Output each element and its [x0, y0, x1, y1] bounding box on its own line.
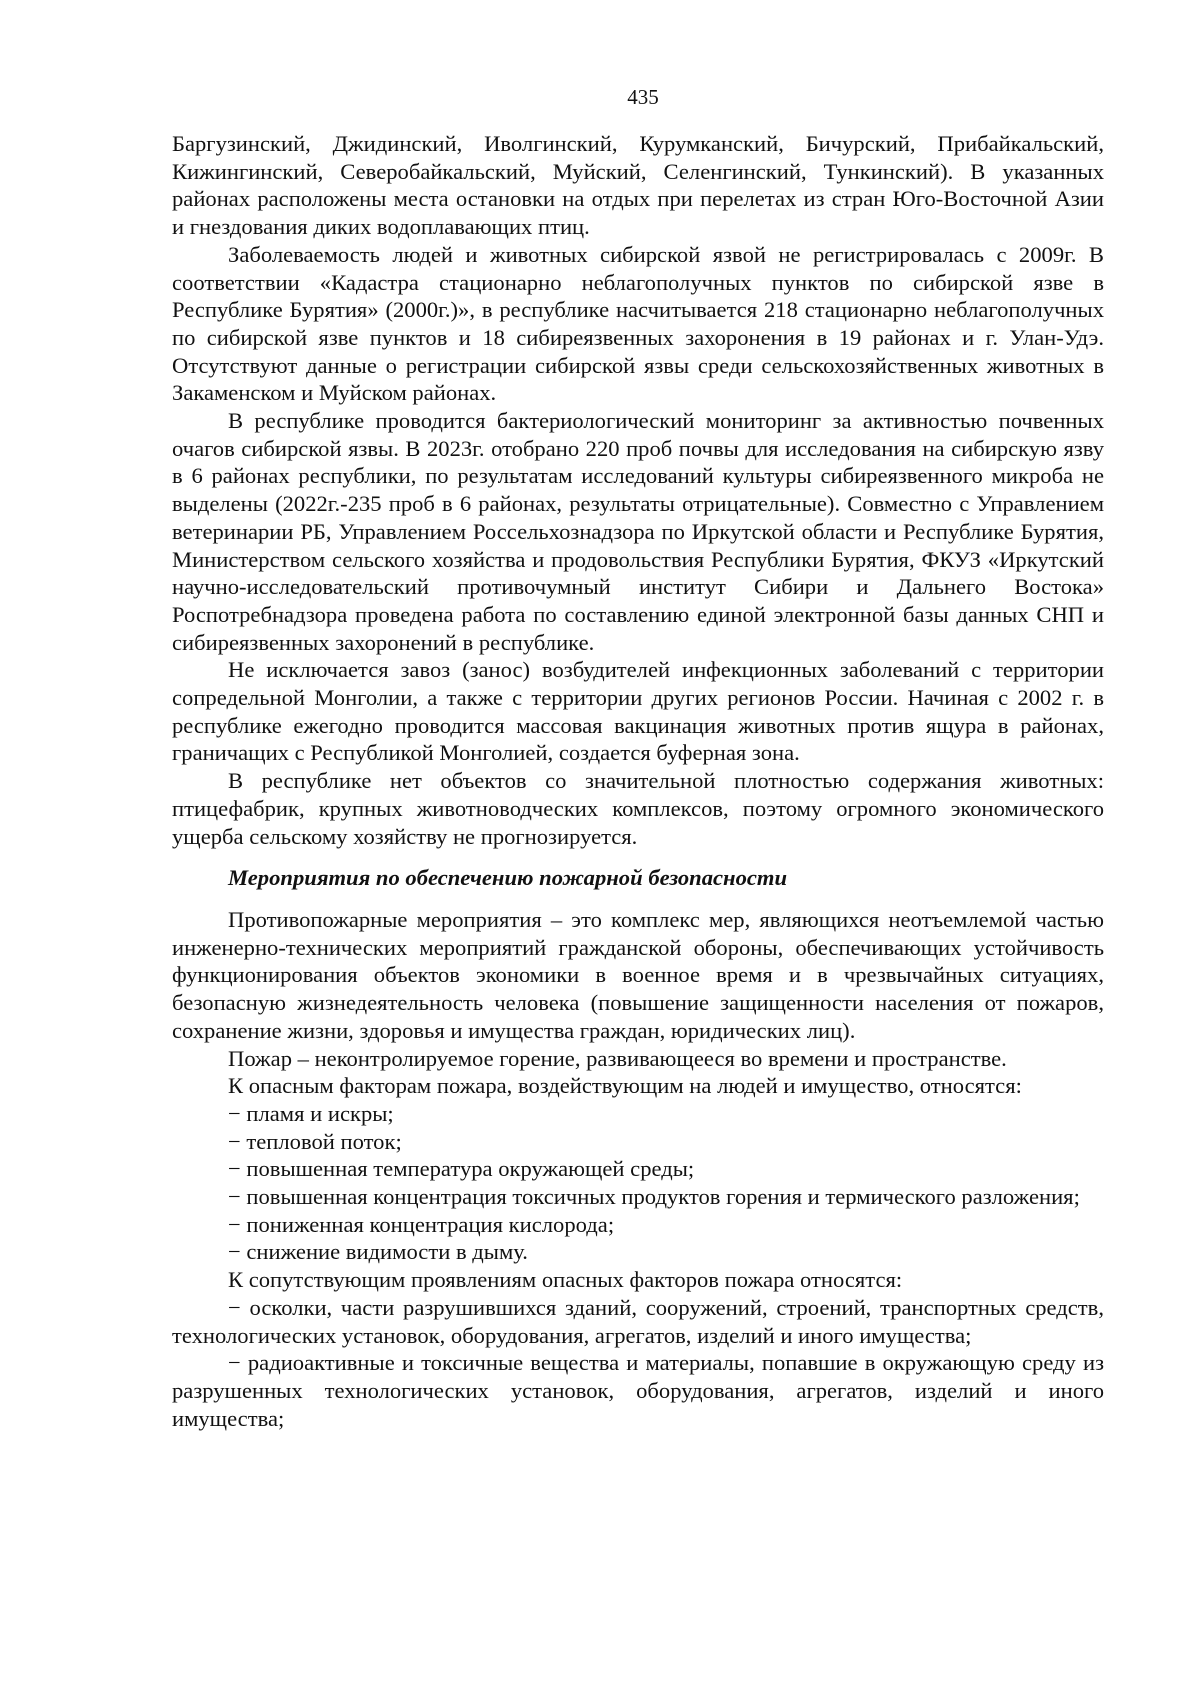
paragraph-fire-definition: Пожар – неконтролируемое горение, развивающееся во времени и пространстве.	[228, 1045, 1007, 1071]
paragraph-anthrax-incidence: Заболеваемость людей и животных сибирской язвой не регистрировалась с 2009г. В соответствии «Кадастра стационарно неблагополучных пунктов по сибирской язве в Республике Бурятия» (2000г.)», в республике насчитывается 218 стационарно неблагополучных по сибирской язве пунктов и 18 сибиреязвенных захоронения в 19 районах и г. Улан-Удэ. Отсутствуют данные о регистрации сибирской язвы среди сельскохозяйственных животных в Закаменском и Муйском районах.	[172, 241, 1104, 406]
list-item: − повышенная концентрация токсичных продуктов горения и термического разложения;	[228, 1184, 1080, 1210]
list-item: − пламя и искры;	[228, 1100, 394, 1126]
section-heading: Мероприятия по обеспечению пожарной безопасности	[228, 865, 788, 891]
list-item: − снижение видимости в дыму.	[228, 1239, 528, 1265]
paragraph-hazard-intro: К опасным факторам пожара, воздействующим на людей и имущество, относятся:	[228, 1073, 1022, 1099]
paragraph-continuation: Баргузинский, Джидинский, Иволгинский, Курумканский, Бичурский, Прибайкальский, Кижингинский, Северобайкальский, Муйский, Селенгинский, Тункинский). В указанных районах расположены места остановки на отдых при перелетах из стран Юго-Восточной Азии и гнездования диких водоплавающих птиц.	[172, 131, 1104, 240]
list-item: − осколки, части разрушившихся зданий, сооружений, строений, транспортных средств, технологических установок, оборудования, агрегатов, изделий и иного имущества;	[172, 1294, 1104, 1348]
list-item: − радиоактивные и токсичные вещества и материалы, попавшие в окружающую среду из разрушенных технологических установок, оборудования, агрегатов, изделий и иного имущества;	[172, 1350, 1104, 1431]
document-body	[172, 130, 1104, 1432]
paragraph-fire-measures: Противопожарные мероприятия – это комплекс мер, являющихся неотъемлемой частью инженерно-технических мероприятий гражданской обороны, обеспечивающих устойчивость функционирования объектов экономики в военное время и в чрезвычайных ситуациях, безопасную жизнедеятельность человека (повышение защищенности населения от пожаров, сохранение жизни, здоровья и имущества граждан, юридических лиц).	[172, 906, 1104, 1043]
list-item: − тепловой поток;	[228, 1128, 402, 1154]
page-number: 435	[627, 85, 659, 109]
paragraph-livestock: В республике нет объектов со значительной плотностью содержания животных: птицефабрик, крупных животноводческих комплексов, поэтому огромного экономического ущерба сельскому хозяйству не прогнозируется.	[172, 768, 1104, 849]
list-item: − пониженная концентрация кислорода;	[228, 1211, 615, 1237]
paragraph-secondary-intro: К сопутствующим проявлениям опасных факторов пожара относятся:	[228, 1267, 903, 1293]
paragraph-import-risk: Не исключается завоз (занос) возбудителей инфекционных заболеваний с территории сопредельной Монголии, а также с территории других регионов России. Начиная с 2002 г. в республике ежегодно проводится массовая вакцинация животных против ящура в районах, граничащих с Республикой Монголией, создается буферная зона.	[172, 657, 1104, 766]
paragraph-monitoring: В республике проводится бактериологический мониторинг за активностью почвенных очагов сибирской язвы. В 2023г. отобрано 220 проб почвы для исследования на сибирскую язву в 6 районах республики, по результатам исследований культуры сибиреязвенного микроба не выделены (2022г.-235 проб в 6 районах, результаты отрицательные). Совместно с Управлением ветеринарии РБ, Управлением Россельхознадзора по Иркутской области и Республике Бурятия, Министерством сельского хозяйства и продовольствия Республики Бурятия, ФКУЗ «Иркутский научно-исследовательский противочумный институт Сибири и Дальнего Востока» Роспотребнадзора проведена работа по составлению единой электронной базы данных СНП и сибиреязвенных захоронений в республике.	[172, 408, 1104, 655]
list-item: − повышенная температура окружающей среды;	[228, 1156, 695, 1182]
